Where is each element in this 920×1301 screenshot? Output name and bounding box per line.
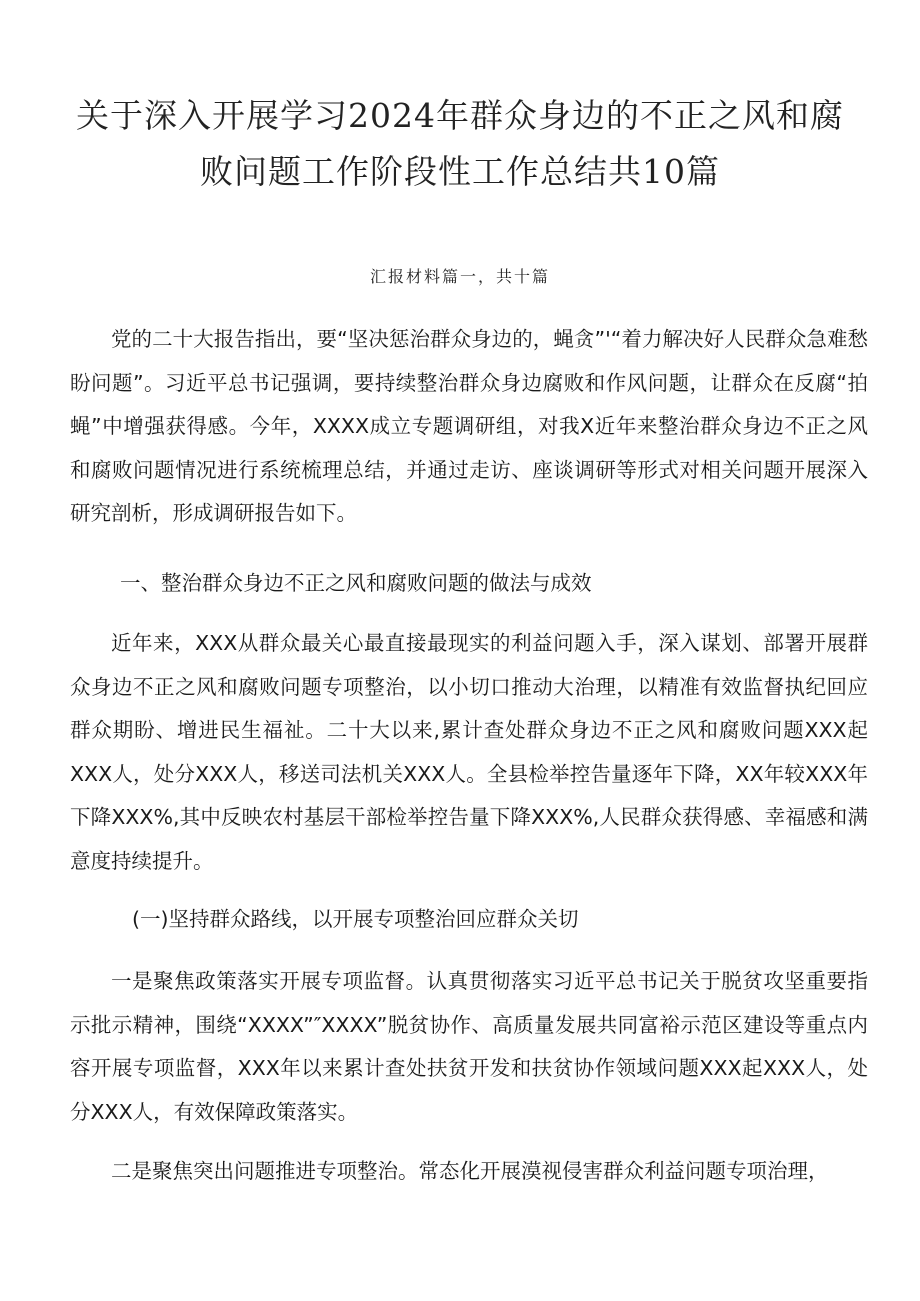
subsection-heading-1: (一)坚持群众路线，以开展专项整治回应群众关切 [132, 907, 579, 931]
paragraph-point-1: 一是聚焦政策落实开展专项监督。认真贯彻落实习近平总书记关于脱贫攻坚重要指示批示精神，围绕“XXXX”″XXXX”脱贫协作、高质量发展共同富裕示范区建设等重点内容开展专项监督，XXX年以来累计查处扶贫开发和扶贫协作领域问题XXX起XXX人，处分XXX人，有效保障政策落实。 [70, 969, 868, 1124]
section-heading-1: 一、整治群众身边不正之风和腐败问题的做法与成效 [120, 571, 592, 595]
title-line-2: 败问题工作阶段性工作总结共10篇 [200, 152, 720, 191]
document-title [60, 88, 860, 200]
document-subtitle: 汇报材料篇一，共十篇 [369, 267, 550, 286]
title-line-1: 关于深入开展学习2024年群众身边的不正之风和腐 [76, 96, 844, 135]
paragraph-point-2: 二是聚焦突出问题推进专项整治。常态化开展漠视侵害群众利益问题专项治理， [111, 1159, 829, 1183]
paragraph-intro: 党的二十大报告指出，要“坚决惩治群众身边的，蝇贪”'“着力解决好人民群众急难愁盼问题”。习近平总书记强调，要持续整治群众身边腐败和作风问题，让群众在反腐“拍蝇”中增强获得感。今年，XXXX成立专题调研组，对我X近年来整治群众身边不正之风和腐败问题情况进行系统梳理总结，并通过走访、座谈调研等形式对相关问题开展深入研究剖析，形成调研报告如下。 [70, 327, 868, 525]
paragraph-section-1: 近年来，XXX从群众最关心最直接最现实的利益问题入手，深入谋划、部署开展群众身边不正之风和腐败问题专项整治，以小切口推动大治理，以精准有效监督执纪回应群众期盼、增进民生福祉。二十大以来,累计查处群众身边不正之风和腐败问题XXX起XXX人，处分XXX人，移送司法机关XXX人。全县检举控告量逐年下降，XX年较XXX年下降XXX%,其中反映农村基层干部检举控告量下降XXX%,人民群众获得感、幸福感和满意度持续提升。 [70, 631, 868, 873]
